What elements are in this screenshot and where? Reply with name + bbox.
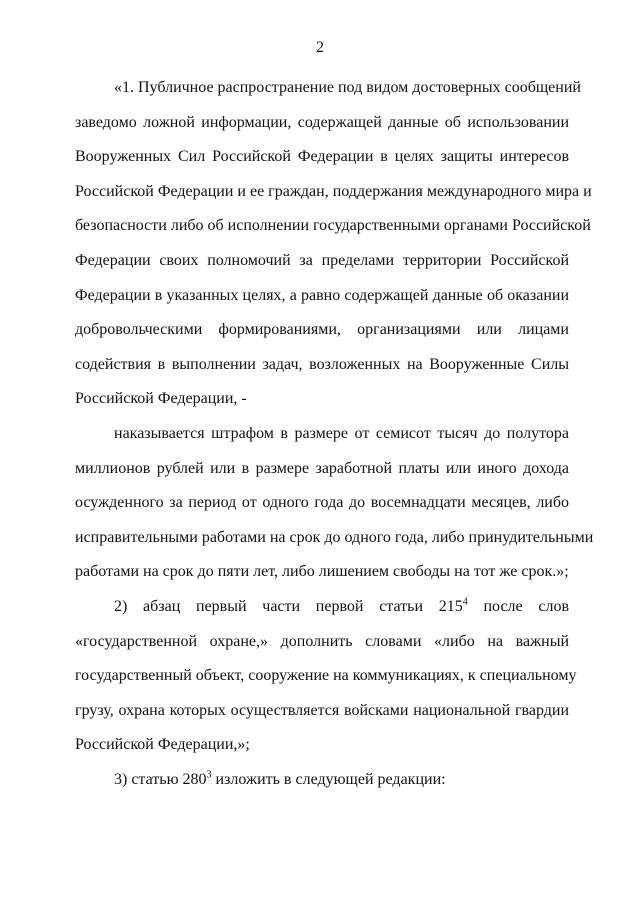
text-line: Российской Федерации и ее граждан, поддержания международного мира и [75, 183, 592, 200]
text-line: грузу, охрана которых осуществляется войсками национальной гвардии [75, 702, 569, 719]
text-line: Российской Федерации, - [75, 390, 247, 407]
text-segment: изложить в следующей редакции: [211, 771, 446, 788]
text-line: «1. Публичное распространение под видом достоверных сообщений [114, 79, 581, 96]
text-line: миллионов рублей или в размере заработной платы или иного дохода [75, 460, 569, 477]
text-line: осужденного за период от одного года до восемнадцати месяцев, либо [75, 494, 569, 511]
list-item-3 [114, 770, 569, 790]
text-line: Российской Федерации,»; [75, 736, 250, 753]
text-line: «государственной охране,» дополнить словами «либо на важный [75, 633, 569, 650]
text-line: исправительными работами на срок до одного года, либо принудительными [75, 529, 594, 546]
page-number: 2 [316, 39, 324, 56]
text-line: работами на срок до пяти лет, либо лишением свободы на тот же срок.»; [75, 563, 569, 580]
text-line: наказывается штрафом в размере от семисот тысяч до полутора [114, 425, 569, 442]
text-line: Федерации в указанных целях, а равно содержащей данные об оказании [75, 287, 569, 304]
text-line: заведомо ложной информации, содержащей данные об использовании [75, 114, 569, 131]
text-segment: после слов [467, 598, 569, 615]
text-line: государственный объект, сооружение на коммуникациях, к специальному [75, 667, 577, 684]
text-segment: 2) абзац первый части первой статьи 215 [114, 598, 463, 615]
text-line: добровольческими формированиями, организациями или лицами [75, 321, 569, 338]
text-line: Вооруженных Сил Российской Федерации в целях защиты интересов [75, 148, 569, 165]
text-segment: 3) статью 280 [114, 771, 207, 788]
text-line: безопасности либо об исполнении государственными органами Российской [75, 217, 591, 234]
superscript: 3 [206, 769, 212, 781]
text-line: Федерации своих полномочий за пределами территории Российской [75, 252, 569, 269]
list-item-2 [114, 597, 569, 617]
text-line: содействия в выполнении задач, возложенных на Вооруженные Силы [75, 356, 569, 373]
superscript: 4 [462, 596, 468, 608]
